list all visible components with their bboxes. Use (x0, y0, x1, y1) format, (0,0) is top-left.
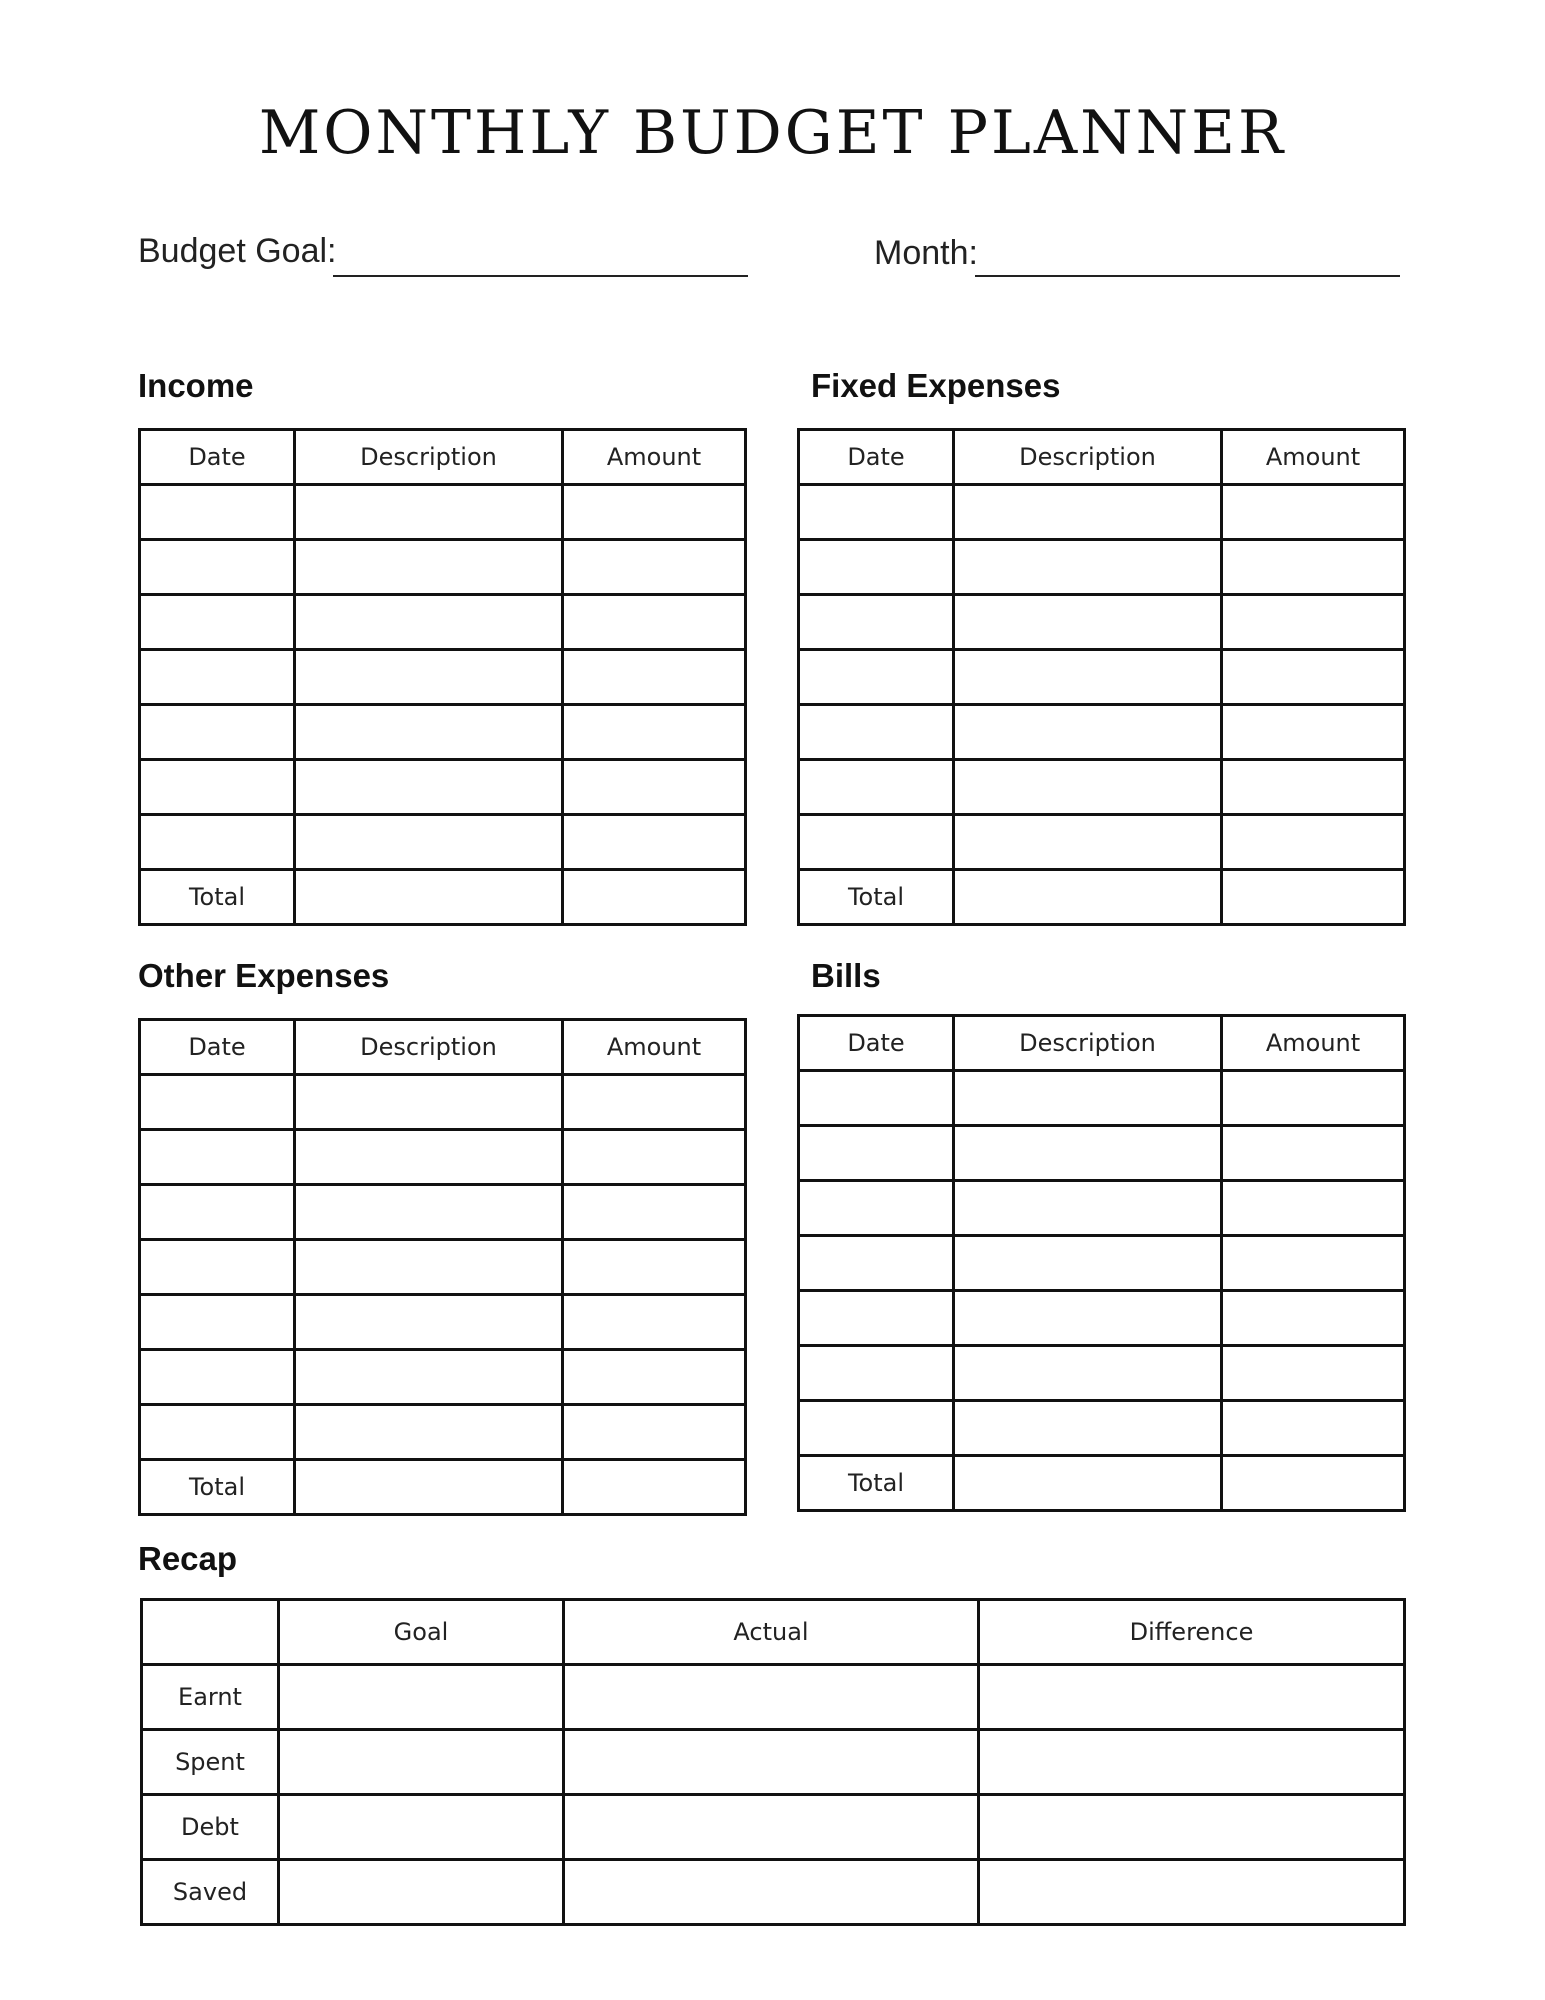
amount-cell[interactable] (563, 540, 746, 595)
table-row (140, 595, 746, 650)
description-cell[interactable] (954, 705, 1222, 760)
table-row (140, 1130, 746, 1185)
amount-cell[interactable] (1222, 815, 1405, 870)
goal-cell[interactable] (279, 1860, 564, 1925)
description-cell[interactable] (295, 540, 563, 595)
total-row (140, 1460, 746, 1515)
amount-cell[interactable] (1222, 1071, 1405, 1126)
amount-cell[interactable] (1222, 1126, 1405, 1181)
date-cell[interactable] (799, 705, 954, 760)
actual-cell[interactable] (564, 1730, 979, 1795)
description-cell[interactable] (295, 815, 563, 870)
date-header: Date (140, 430, 295, 485)
description-cell[interactable] (295, 1185, 563, 1240)
table-row (140, 1185, 746, 1240)
total-description-cell[interactable] (954, 870, 1222, 925)
recap-corner-cell (142, 1600, 279, 1665)
date-cell[interactable] (799, 1346, 954, 1401)
table-row (140, 1075, 746, 1130)
table-row (799, 1236, 1405, 1291)
description-cell[interactable] (954, 485, 1222, 540)
amount-cell[interactable] (1222, 595, 1405, 650)
difference-header: Difference (979, 1600, 1405, 1665)
table-row (799, 705, 1405, 760)
table-row (799, 1181, 1405, 1236)
description-header: Description (954, 1016, 1222, 1071)
amount-cell[interactable] (563, 705, 746, 760)
description-cell[interactable] (295, 1130, 563, 1185)
amount-cell[interactable] (1222, 1401, 1405, 1456)
goal-header: Goal (279, 1600, 564, 1665)
date-cell[interactable] (140, 595, 295, 650)
total-label: Total (140, 870, 295, 925)
date-cell[interactable] (799, 1401, 954, 1456)
description-cell[interactable] (295, 760, 563, 815)
recap-title: Recap (138, 1540, 238, 1577)
recap-header-row (142, 1600, 1405, 1665)
table-row (799, 650, 1405, 705)
date-cell[interactable] (140, 1185, 295, 1240)
description-cell[interactable] (295, 595, 563, 650)
amount-header: Amount (563, 430, 746, 485)
date-cell[interactable] (140, 1350, 295, 1405)
date-header: Date (140, 1020, 295, 1075)
goal-cell[interactable] (279, 1665, 564, 1730)
date-cell[interactable] (140, 485, 295, 540)
description-cell[interactable] (295, 1240, 563, 1295)
income-title: Income (138, 367, 254, 404)
amount-cell[interactable] (1222, 540, 1405, 595)
date-cell[interactable] (140, 1075, 295, 1130)
date-cell[interactable] (799, 815, 954, 870)
table-row (140, 815, 746, 870)
amount-cell[interactable] (563, 1240, 746, 1295)
other-expenses-table (138, 1018, 747, 1516)
description-cell[interactable] (954, 815, 1222, 870)
recap-table (140, 1598, 1406, 1926)
description-cell[interactable] (295, 1075, 563, 1130)
recap-row-debt (142, 1795, 1405, 1860)
table-row (140, 705, 746, 760)
actual-header: Actual (564, 1600, 979, 1665)
date-cell[interactable] (799, 485, 954, 540)
amount-cell[interactable] (563, 760, 746, 815)
amount-cell[interactable] (563, 650, 746, 705)
description-cell[interactable] (295, 1405, 563, 1460)
amount-header: Amount (1222, 430, 1405, 485)
table-row (799, 595, 1405, 650)
date-header: Date (799, 430, 954, 485)
page-title: MONTHLY BUDGET PLANNER (258, 98, 1287, 168)
date-cell[interactable] (799, 1181, 954, 1236)
amount-cell[interactable] (1222, 1346, 1405, 1401)
amount-cell[interactable] (1222, 1181, 1405, 1236)
amount-cell[interactable] (563, 1075, 746, 1130)
table-row (140, 1350, 746, 1405)
date-cell[interactable] (799, 1071, 954, 1126)
table-header-row (799, 430, 1405, 485)
date-cell[interactable] (140, 650, 295, 705)
description-cell[interactable] (295, 1295, 563, 1350)
table-row (799, 540, 1405, 595)
total-row (140, 870, 746, 925)
table-header-row (140, 1020, 746, 1075)
month-label: Month: (874, 234, 978, 272)
total-description-cell[interactable] (295, 1460, 563, 1515)
actual-cell[interactable] (564, 1665, 979, 1730)
recap-row-label: Saved (142, 1860, 279, 1925)
total-amount-cell[interactable] (1222, 870, 1405, 925)
table-row (140, 1240, 746, 1295)
total-row (799, 1456, 1405, 1511)
amount-cell[interactable] (1222, 1291, 1405, 1346)
amount-cell[interactable] (563, 1185, 746, 1240)
difference-cell[interactable] (979, 1795, 1405, 1860)
total-row (799, 870, 1405, 925)
amount-cell[interactable] (1222, 485, 1405, 540)
table-row (799, 760, 1405, 815)
table-row (140, 1405, 746, 1460)
amount-cell[interactable] (1222, 760, 1405, 815)
date-cell[interactable] (799, 595, 954, 650)
date-cell[interactable] (140, 1130, 295, 1185)
description-cell[interactable] (295, 485, 563, 540)
description-cell[interactable] (954, 1291, 1222, 1346)
total-description-cell[interactable] (295, 870, 563, 925)
amount-header: Amount (563, 1020, 746, 1075)
description-cell[interactable] (954, 595, 1222, 650)
date-cell[interactable] (140, 1405, 295, 1460)
goal-cell[interactable] (279, 1730, 564, 1795)
amount-cell[interactable] (563, 815, 746, 870)
date-cell[interactable] (140, 815, 295, 870)
table-row (799, 1126, 1405, 1181)
budget-goal-label: Budget Goal: (138, 232, 337, 270)
table-row (799, 1346, 1405, 1401)
date-cell[interactable] (799, 760, 954, 815)
date-cell[interactable] (799, 540, 954, 595)
description-cell[interactable] (295, 705, 563, 760)
table-header-row (140, 430, 746, 485)
actual-cell[interactable] (564, 1860, 979, 1925)
recap-row-earnt (142, 1665, 1405, 1730)
fixed-expenses-table (797, 428, 1406, 926)
description-cell[interactable] (295, 650, 563, 705)
other-expenses-title: Other Expenses (138, 957, 390, 994)
budget-goal-field[interactable] (333, 275, 748, 277)
fixed-expenses-title: Fixed Expenses (811, 367, 1061, 404)
total-label: Total (140, 1460, 295, 1515)
table-row (799, 1071, 1405, 1126)
total-amount-cell[interactable] (1222, 1456, 1405, 1511)
amount-header: Amount (1222, 1016, 1405, 1071)
total-label: Total (799, 1456, 954, 1511)
description-cell[interactable] (954, 1181, 1222, 1236)
description-header: Description (295, 1020, 563, 1075)
total-amount-cell[interactable] (563, 870, 746, 925)
description-cell[interactable] (954, 540, 1222, 595)
date-cell[interactable] (799, 650, 954, 705)
amount-cell[interactable] (563, 595, 746, 650)
description-cell[interactable] (954, 1071, 1222, 1126)
description-cell[interactable] (295, 1350, 563, 1405)
recap-row-label: Debt (142, 1795, 279, 1860)
recap-row-spent (142, 1730, 1405, 1795)
table-row (799, 1401, 1405, 1456)
goal-cell[interactable] (279, 1795, 564, 1860)
income-table (138, 428, 747, 926)
date-header: Date (799, 1016, 954, 1071)
difference-cell[interactable] (979, 1665, 1405, 1730)
amount-cell[interactable] (1222, 650, 1405, 705)
total-label: Total (799, 870, 954, 925)
amount-cell[interactable] (1222, 1236, 1405, 1291)
total-amount-cell[interactable] (563, 1460, 746, 1515)
description-cell[interactable] (954, 1401, 1222, 1456)
description-header: Description (295, 430, 563, 485)
date-cell[interactable] (799, 1291, 954, 1346)
difference-cell[interactable] (979, 1860, 1405, 1925)
date-cell[interactable] (140, 1240, 295, 1295)
date-cell[interactable] (799, 1236, 954, 1291)
description-cell[interactable] (954, 760, 1222, 815)
description-cell[interactable] (954, 1126, 1222, 1181)
description-cell[interactable] (954, 1346, 1222, 1401)
table-row (140, 650, 746, 705)
table-row (140, 485, 746, 540)
date-cell[interactable] (140, 760, 295, 815)
recap-row-label: Earnt (142, 1665, 279, 1730)
description-cell[interactable] (954, 1236, 1222, 1291)
table-row (140, 540, 746, 595)
table-row (799, 485, 1405, 540)
bills-table (797, 1014, 1406, 1512)
table-row (799, 1291, 1405, 1346)
description-cell[interactable] (954, 650, 1222, 705)
recap-row-saved (142, 1860, 1405, 1925)
bills-title: Bills (811, 957, 881, 994)
total-description-cell[interactable] (954, 1456, 1222, 1511)
actual-cell[interactable] (564, 1795, 979, 1860)
amount-cell[interactable] (563, 1295, 746, 1350)
month-field[interactable] (975, 275, 1400, 277)
date-cell[interactable] (140, 540, 295, 595)
table-row (799, 815, 1405, 870)
table-row (140, 1295, 746, 1350)
date-cell[interactable] (799, 1126, 954, 1181)
table-row (140, 760, 746, 815)
difference-cell[interactable] (979, 1730, 1405, 1795)
amount-cell[interactable] (563, 1350, 746, 1405)
description-header: Description (954, 430, 1222, 485)
date-cell[interactable] (140, 1295, 295, 1350)
amount-cell[interactable] (563, 1130, 746, 1185)
amount-cell[interactable] (563, 1405, 746, 1460)
date-cell[interactable] (140, 705, 295, 760)
amount-cell[interactable] (1222, 705, 1405, 760)
amount-cell[interactable] (563, 485, 746, 540)
table-header-row (799, 1016, 1405, 1071)
recap-row-label: Spent (142, 1730, 279, 1795)
